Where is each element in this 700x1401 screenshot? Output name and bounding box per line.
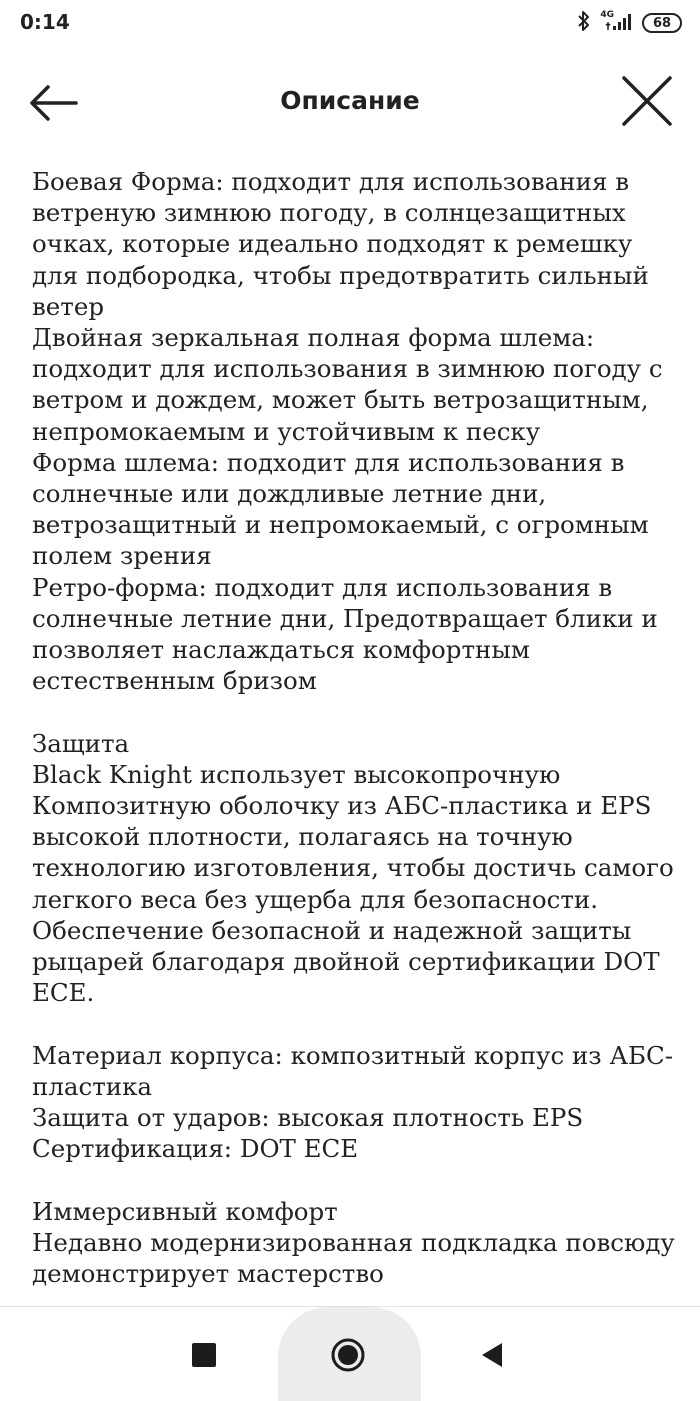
- close-button[interactable]: [620, 74, 674, 128]
- status-icons: [576, 10, 682, 36]
- square-recent-icon[interactable]: [192, 1343, 216, 1367]
- description-paragraph: Иммерсивный комфорт Недавно модернизированная подкладка повсюду демонстрирует мастерство: [32, 1196, 675, 1289]
- navigation-bar: [0, 1306, 700, 1401]
- network-type-label: 4G: [600, 10, 614, 20]
- page-title: Описание: [280, 86, 420, 115]
- description-paragraph: Защита Black Knight использует высокопрочную Композитную оболочку из АБС-пластика и EPS высокой плотности, полагаясь на точную технологию изготовления, чтобы достичь самого легкого веса без ущерба для безопасности. Обеспечение безопасной и надежной защиты рыцарей благодаря двойной сертификации DOT ECE.: [32, 728, 674, 1008]
- description-content[interactable]: [32, 166, 682, 1306]
- status-time: 0:14: [20, 10, 70, 34]
- circle-home-icon[interactable]: [330, 1337, 366, 1373]
- triangle-back-icon[interactable]: [480, 1341, 504, 1369]
- description-paragraph: Материал корпуса: композитный корпус из АБС-пластика Защита от ударов: высокая плотность EPS Сертификация: DOT ECE: [32, 1040, 674, 1164]
- description-paragraph: Боевая Форма: подходит для использования в ветреную зимнюю погоду, в солнцезащитных очках, которые идеально подходят к ремешку для подбородка, чтобы предотвратить сильный ветер Двойная зеркальная полная форма шлема: подходит для использования в зимнюю погоду с ветром и дождем, может быть ветрозащитным, непромокаемым и устойчивым к песку Форма шлема: подходит для использования в солнечные или дождливые летние дни, ветрозащитный и непромокаемый, с огромным полем зрения Ретро-форма: подходит для использования в солнечные летние дни, Предотвращает блики и позволяет наслаждаться комфортным естественным бризом: [32, 167, 663, 696]
- header: [0, 62, 700, 144]
- close-icon: [620, 74, 674, 128]
- status-bar: [0, 0, 700, 48]
- battery-icon: 68: [642, 13, 682, 33]
- bluetooth-icon: [576, 9, 592, 37]
